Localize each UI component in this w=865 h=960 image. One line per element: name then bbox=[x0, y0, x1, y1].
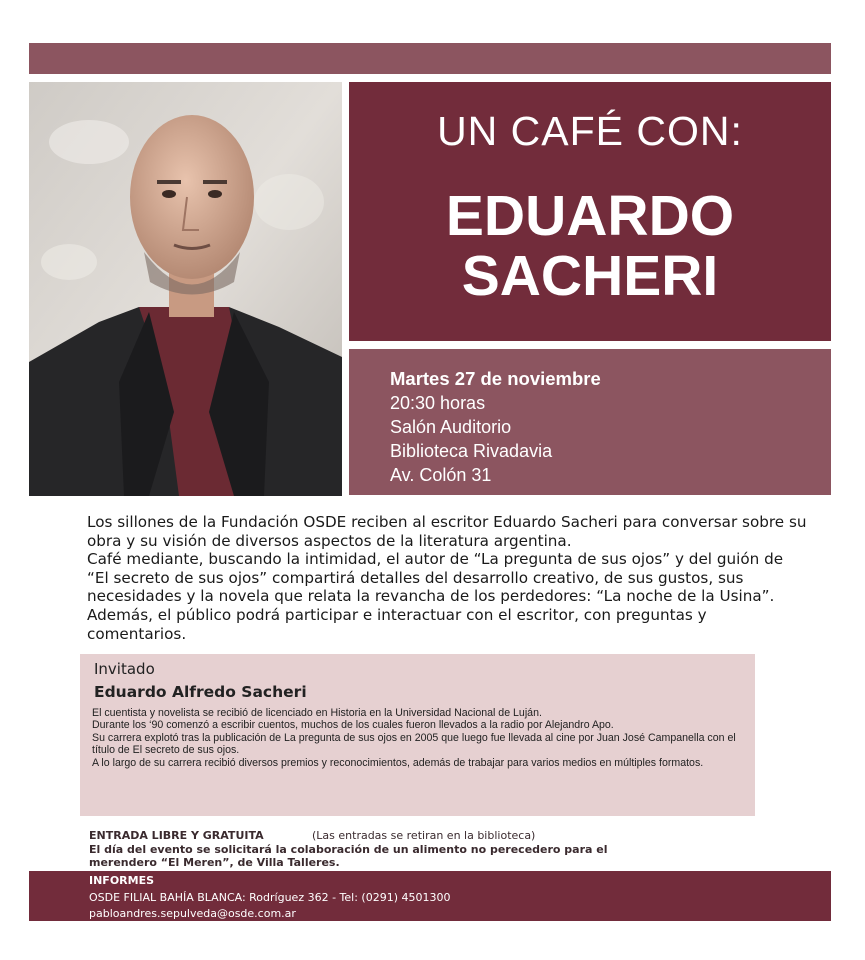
contact-email[interactable]: pabloandres.sepulveda@osde.com.ar bbox=[89, 907, 296, 920]
free-entry-label: ENTRADA LIBRE Y GRATUITA bbox=[89, 829, 264, 842]
guest-name-line-1: EDUARDO bbox=[445, 184, 735, 248]
bio-line: El cuentista y novelista se recibió de licenciado en Historia en la Universidad Nacional de Luján. bbox=[92, 707, 542, 719]
contact-title: INFORMES bbox=[89, 874, 155, 887]
event-description bbox=[87, 513, 807, 643]
guest-label: Invitado bbox=[94, 660, 155, 678]
description-paragraph: Además, el público podrá participar e interactuar con el escritor, con preguntas y comentarios. bbox=[87, 605, 707, 643]
author-photo bbox=[29, 82, 342, 496]
entry-info bbox=[89, 829, 649, 870]
event-title-panel bbox=[349, 82, 831, 341]
contact-footer bbox=[29, 871, 831, 921]
guest-info-box bbox=[80, 654, 755, 816]
event-address: Av. Colón 31 bbox=[390, 465, 492, 485]
guest-name-line-2: SACHERI bbox=[461, 244, 719, 308]
event-venue: Biblioteca Rivadavia bbox=[390, 441, 553, 461]
ticket-note: (Las entradas se retiran en la biblioteca) bbox=[312, 829, 536, 842]
bio-line: Durante los ‘90 comenzó a escribir cuentos, muchos de los cuales fueron llevados a la radio por Alejandro Apo. bbox=[92, 719, 614, 732]
donation-request: El día del evento se solicitará la colaboración de un alimento no perecedero para el merendero “El Meren”, de Villa Talleres. bbox=[89, 842, 608, 869]
description-paragraph: Los sillones de la Fundación OSDE reciben al escritor Eduardo Sacheri para conversar sobre su obra y su visión de diversos aspectos de la literatura argentina. bbox=[87, 513, 807, 550]
event-date: Martes 27 de noviembre bbox=[390, 368, 601, 389]
top-decorative-bar bbox=[29, 43, 831, 74]
description-paragraph: Café mediante, buscando la intimidad, el autor de “La pregunta de sus ojos” y del guión de “El secreto de sus ojos” compartirá detalles del desarrollo creativo, de sus gustos, sus necesidades y la novela que relata la revancha de los perdedores: “La noche de la Usina”. bbox=[87, 550, 784, 606]
event-time: 20:30 horas bbox=[390, 393, 486, 413]
event-pre-title: UN CAFÉ CON: bbox=[437, 108, 743, 154]
event-info-panel bbox=[349, 349, 831, 495]
bio-line: Su carrera explotó tras la publicación de La pregunta de sus ojos en 2005 que luego fue llevada al cine por Juan José Campanella con el título de El secreto de sus ojos. bbox=[92, 731, 736, 757]
contact-address-phone: OSDE FILIAL BAHÍA BLANCA: Rodríguez 362 - Tel: (0291) 4501300 bbox=[89, 891, 451, 904]
bio-line: A lo largo de su carrera recibió diversos premios y reconocimientos, además de trabajar para varios medios en múltiples formatos. bbox=[92, 756, 704, 769]
event-room: Salón Auditorio bbox=[390, 417, 512, 437]
guest-full-name: Eduardo Alfredo Sacheri bbox=[94, 683, 307, 701]
guest-bio bbox=[92, 707, 742, 769]
